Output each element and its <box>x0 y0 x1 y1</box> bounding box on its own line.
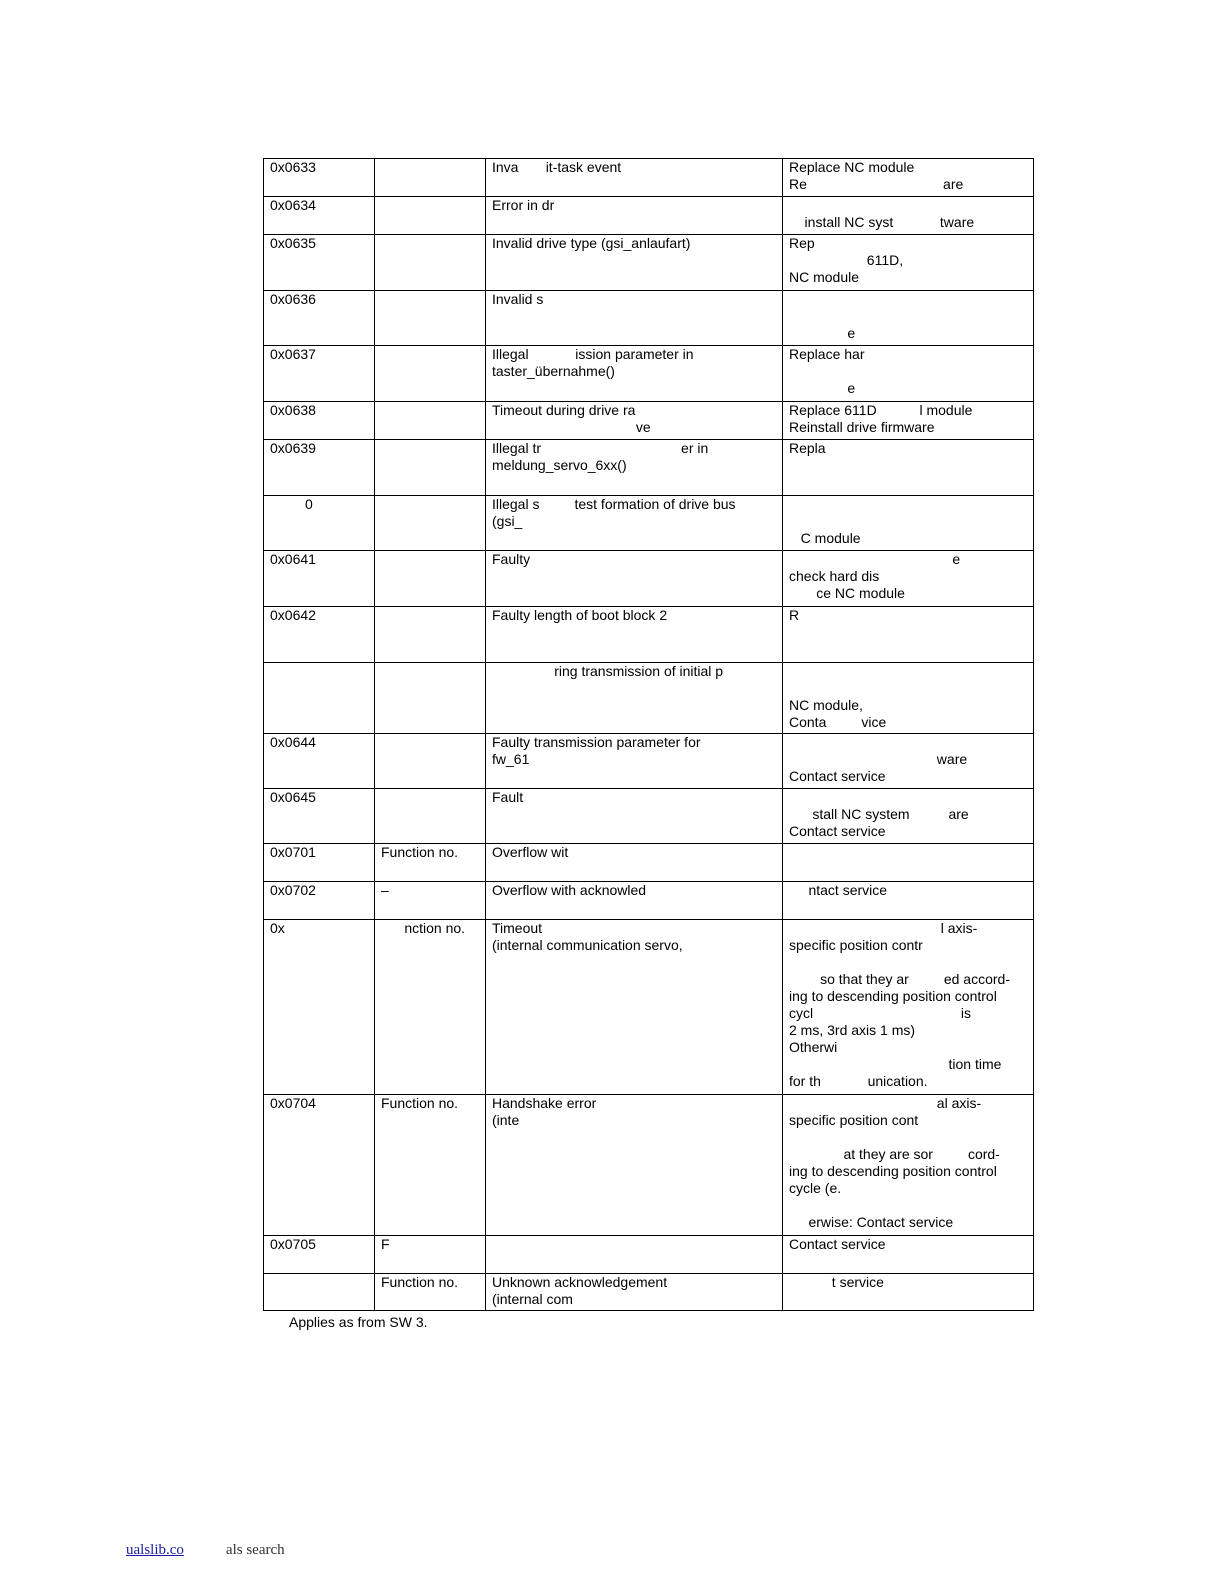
cell-remedy: Repla <box>783 440 1034 496</box>
cell-param <box>375 663 486 734</box>
table-row <box>264 1236 1034 1274</box>
cell-code: 0x0639 <box>264 440 375 496</box>
cell-description: Faulty length of boot block 2 <box>486 607 783 663</box>
cell-code: 0x0701 <box>264 844 375 882</box>
cell-code: 0x0634 <box>264 197 375 235</box>
cell-param <box>375 235 486 291</box>
cell-code: 0x0638 <box>264 402 375 440</box>
table-row <box>264 734 1034 789</box>
table-row <box>264 235 1034 291</box>
cell-remedy: al axis- specific position cont at they are sor cord- ing to descending position control cycle (e. erwise: Contact service <box>783 1095 1034 1236</box>
cell-param <box>375 346 486 402</box>
cell-code <box>264 1274 375 1311</box>
cell-code: 0x0642 <box>264 607 375 663</box>
cell-param: Function no. <box>375 1274 486 1311</box>
cell-remedy: NC module, Conta vice <box>783 663 1034 734</box>
cell-param: Function no. <box>375 844 486 882</box>
table-row <box>264 346 1034 402</box>
cell-code <box>264 663 375 734</box>
table-row <box>264 291 1034 346</box>
cell-code: 0x0645 <box>264 789 375 844</box>
table-row <box>264 1274 1034 1311</box>
table-row <box>264 496 1034 551</box>
cell-param <box>375 402 486 440</box>
error-code-table-body <box>264 159 1034 1311</box>
cell-code: 0x0704 <box>264 1095 375 1236</box>
cell-code: 0x0702 <box>264 882 375 920</box>
cell-remedy <box>783 844 1034 882</box>
table-row <box>264 551 1034 607</box>
table-row <box>264 844 1034 882</box>
table-row <box>264 607 1034 663</box>
cell-param <box>375 159 486 197</box>
cell-description: Inva it-task event <box>486 159 783 197</box>
table-row <box>264 1095 1034 1236</box>
cell-remedy: ntact service <box>783 882 1034 920</box>
cell-description: Overflow wit <box>486 844 783 882</box>
cell-description: Illegal s test formation of drive bus (gsi_ <box>486 496 783 551</box>
cell-remedy: Replace har e <box>783 346 1034 402</box>
cell-code: 0x0644 <box>264 734 375 789</box>
cell-remedy: e <box>783 291 1034 346</box>
cell-description: Invalid drive type (gsi_anlaufart) <box>486 235 783 291</box>
cell-description: Error in dr <box>486 197 783 235</box>
cell-description: Invalid s <box>486 291 783 346</box>
cell-param <box>375 197 486 235</box>
cell-remedy: install NC syst tware <box>783 197 1034 235</box>
cell-description: Illegal ission parameter in taster_übernahme() <box>486 346 783 402</box>
cell-code: 0x <box>264 920 375 1095</box>
cell-code: 0x0633 <box>264 159 375 197</box>
table-row <box>264 402 1034 440</box>
cell-description: Overflow with acknowled <box>486 882 783 920</box>
error-code-table <box>263 158 1034 1311</box>
cell-code: 0x0636 <box>264 291 375 346</box>
footer-search-text: als search <box>225 1542 285 1558</box>
cell-param <box>375 440 486 496</box>
cell-param <box>375 496 486 551</box>
cell-code: 0x0635 <box>264 235 375 291</box>
cell-param: Function no. <box>375 1095 486 1236</box>
cell-param <box>375 789 486 844</box>
table-row <box>264 197 1034 235</box>
footnote: Applies as from SW 3. <box>289 1314 428 1330</box>
table-row <box>264 440 1034 496</box>
cell-param: nction no. <box>375 920 486 1095</box>
cell-param <box>375 551 486 607</box>
cell-code: 0x0705 <box>264 1236 375 1274</box>
cell-param <box>375 734 486 789</box>
cell-description: ring transmission of initial p <box>486 663 783 734</box>
cell-remedy: l axis- specific position contr so that they ar ed accord- ing to descending position control cycl is 2 ms, 3rd axis 1 ms) Otherwi tion time for th unication. <box>783 920 1034 1095</box>
table-row <box>264 663 1034 734</box>
table-row <box>264 882 1034 920</box>
cell-remedy: t service <box>783 1274 1034 1311</box>
table-row <box>264 789 1034 844</box>
cell-param: F <box>375 1236 486 1274</box>
cell-remedy: ware Contact service <box>783 734 1034 789</box>
footer-link[interactable]: ualslib.co <box>126 1542 184 1558</box>
cell-remedy: Rep 611D, NC module <box>783 235 1034 291</box>
cell-remedy: stall NC system are Contact service <box>783 789 1034 844</box>
cell-description <box>486 1236 783 1274</box>
cell-remedy: Replace NC module Re are <box>783 159 1034 197</box>
cell-description: Timeout during drive ra ve <box>486 402 783 440</box>
cell-description: Unknown acknowledgement (internal com <box>486 1274 783 1311</box>
cell-description: Illegal tr er in meldung_servo_6xx() <box>486 440 783 496</box>
cell-param <box>375 291 486 346</box>
cell-code: 0 <box>264 496 375 551</box>
cell-remedy: e check hard dis ce NC module <box>783 551 1034 607</box>
cell-description: Faulty <box>486 551 783 607</box>
cell-remedy: Replace 611D l module Reinstall drive firmware <box>783 402 1034 440</box>
cell-description: Timeout (internal communication servo, <box>486 920 783 1095</box>
cell-code: 0x0637 <box>264 346 375 402</box>
cell-param: – <box>375 882 486 920</box>
cell-description: Handshake error (inte <box>486 1095 783 1236</box>
cell-code: 0x0641 <box>264 551 375 607</box>
table-row <box>264 920 1034 1095</box>
cell-remedy: Contact service <box>783 1236 1034 1274</box>
cell-description: Faulty transmission parameter for fw_61 <box>486 734 783 789</box>
cell-remedy: C module <box>783 496 1034 551</box>
cell-description: Fault <box>486 789 783 844</box>
cell-param <box>375 607 486 663</box>
table-row <box>264 159 1034 197</box>
cell-remedy: R <box>783 607 1034 663</box>
page-footer <box>126 1542 285 1559</box>
